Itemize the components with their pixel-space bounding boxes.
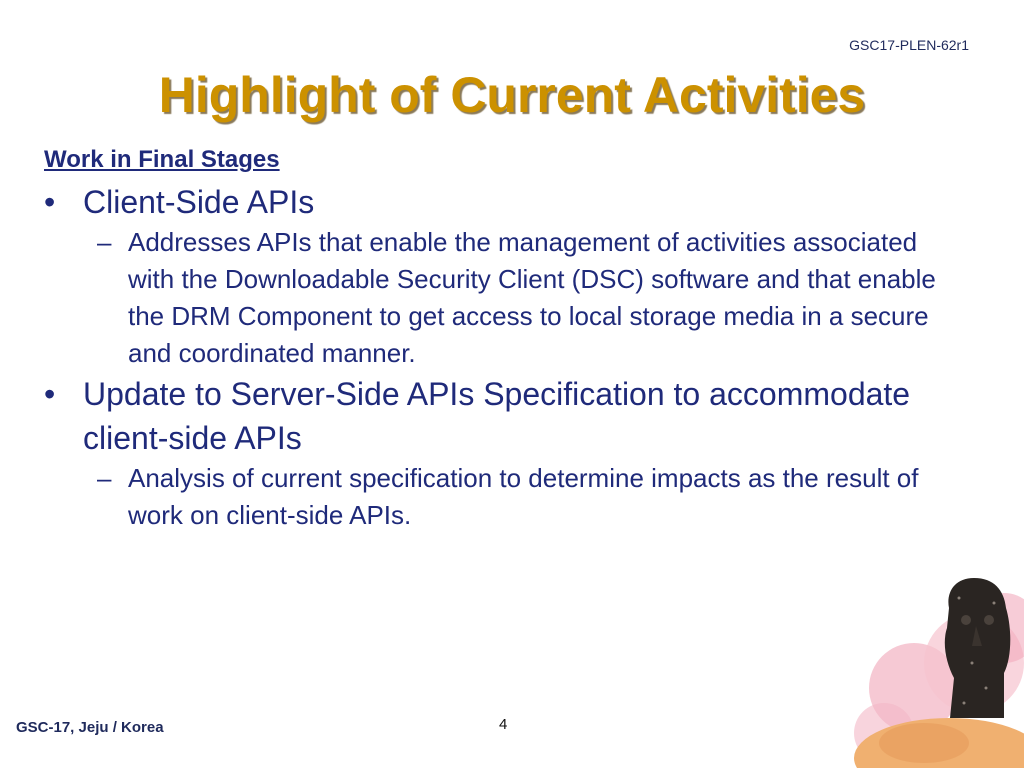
slide-title: Highlight of Current Activities [158, 67, 866, 123]
bullet-text: Client-Side APIs [83, 184, 315, 220]
document-id: GSC17-PLEN-62r1 [849, 37, 969, 53]
stone-statue [945, 578, 1010, 718]
bullet-text: Update to Server-Side APIs Specification to accommodate client-side APIs [83, 376, 911, 456]
bullet-item [44, 180, 964, 224]
bullet-marker: • [44, 184, 56, 220]
dash-marker: – [97, 463, 112, 493]
section-heading: Work in Final Stages [44, 146, 280, 173]
dash-marker: – [97, 227, 112, 257]
bullet-item [44, 372, 964, 460]
stone-statue-illustration [854, 568, 1024, 768]
footer-location: GSC-17, Jeju / Korea [16, 719, 164, 736]
bullet-marker: • [44, 376, 56, 412]
sub-bullet-item [44, 460, 964, 534]
sub-bullet-item [44, 224, 964, 372]
sub-bullet-text: Analysis of current specification to determine impacts as the result of work on client-side APIs. [128, 463, 919, 530]
page-number: 4 [499, 716, 508, 733]
slide-content [44, 144, 964, 534]
sub-bullet-text: Addresses APIs that enable the management of activities associated with the Downloadable Security Client (DSC) software and that enable the DRM Component to get access to local storage media in a secure and coordinated manner. [128, 227, 936, 368]
